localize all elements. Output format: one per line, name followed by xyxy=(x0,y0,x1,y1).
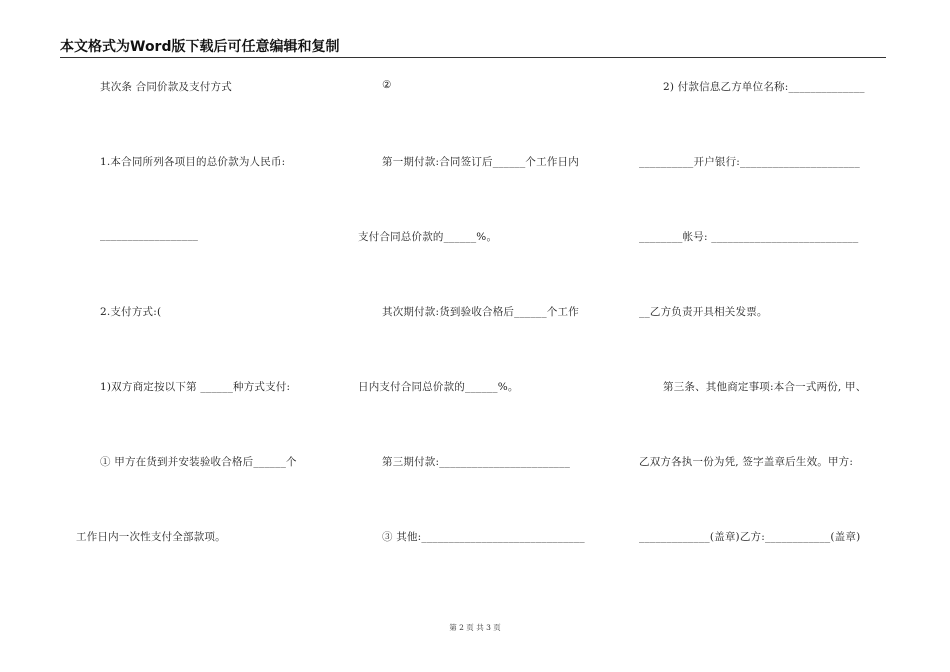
header-title: 本文格式为Word版下载后可任意编辑和复制 xyxy=(60,39,340,55)
middle-line-4: 其次期付款:货到验收合格后______个工作 xyxy=(382,306,579,318)
left-line-4: 2.支付方式:( xyxy=(100,306,162,318)
middle-line-2: 第一期付款:合同签订后______个工作日内 xyxy=(382,156,579,168)
middle-line-3: 支付合同总价款的______%。 xyxy=(358,231,498,243)
left-line-6: ① 甲方在货到并安装验收合格后______个 xyxy=(100,456,297,468)
right-line-5: 第三条、其他商定事项:本合一式两份, 甲、 xyxy=(663,381,867,393)
page-header xyxy=(60,36,886,58)
right-line-7: _____________(盖章)乙方:____________(盖章) xyxy=(639,531,861,543)
right-line-3: ________帐号: ___________________________ xyxy=(639,231,859,243)
left-line-7: 工作日内一次性支付全部款项。 xyxy=(76,531,226,543)
right-line-4: __乙方负责开具相关发票。 xyxy=(639,306,768,318)
right-line-2: __________开户银行:______________________ xyxy=(639,156,860,168)
middle-line-6: 第三期付款:________________________ xyxy=(382,456,571,468)
middle-line-5: 日内支付合同总价款的______%。 xyxy=(358,381,519,393)
page-footer: 第 2 页 共 3 页 xyxy=(449,623,501,632)
left-line-5: 1)双方商定按以下第 ______种方式支付: xyxy=(100,381,291,393)
left-line-2: 1.本合同所列各项目的总价款为人民币: xyxy=(100,156,286,168)
left-line-3: __________________ xyxy=(100,229,199,241)
right-line-1: 2) 付款信息乙方单位名称:______________ xyxy=(663,81,865,93)
right-line-6: 乙双方各执一份为凭, 签字盖章后生效。甲方: xyxy=(639,456,854,468)
middle-line-1: ② xyxy=(382,79,392,91)
left-line-1: 其次条 合同价款及支付方式 xyxy=(100,81,232,93)
middle-line-7: ③ 其他:______________________________ xyxy=(382,531,585,543)
